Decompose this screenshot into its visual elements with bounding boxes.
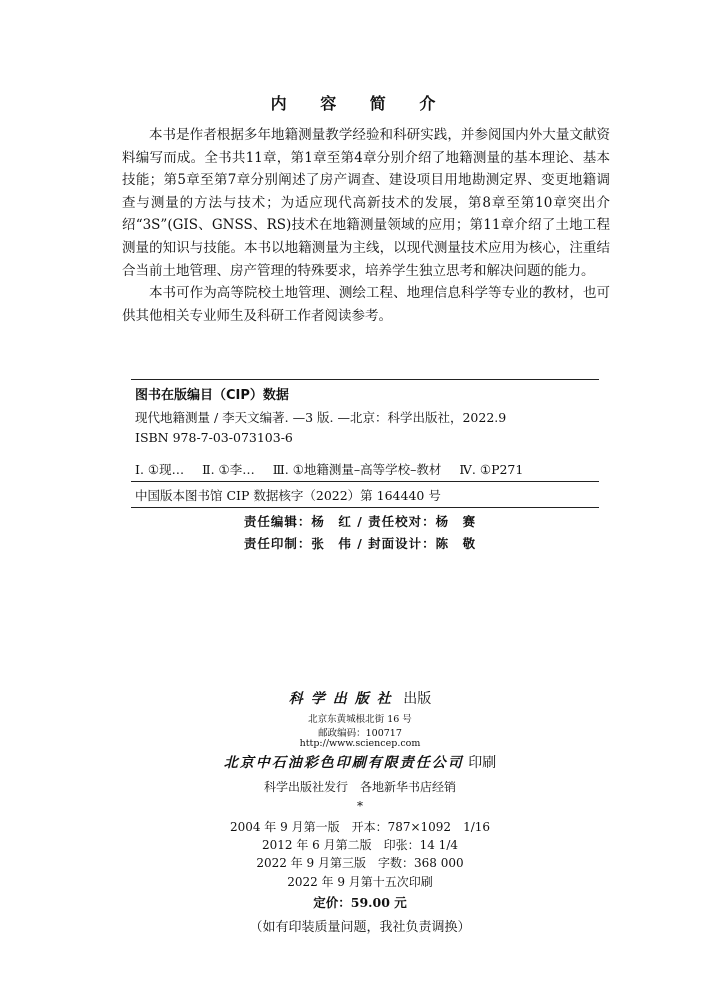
printer-suffix: 印刷: [468, 755, 497, 771]
cip-isbn: ISBN 978-7-03-073103-6: [135, 430, 293, 445]
summary-title: 内 容 简 介: [270, 94, 450, 113]
edition-line: 2022 年 9 月第三版 字数：368 000: [256, 856, 464, 870]
cip-class-item: Ⅳ. ①P271: [459, 462, 524, 477]
cip-book-line: 现代地籍测量 / 李天文编著. —3 版. —北京：科学出版社，2022.9: [135, 410, 507, 425]
publisher-url: http://www.sciencep.com: [299, 738, 421, 749]
separator-asterisk: *: [357, 799, 363, 813]
summary-paragraph: 本书可作为高等院校土地管理、测绘工程、地理信息科学等专业的教材，也可供其他相关专业师生及科研工作者阅读参考。: [122, 285, 610, 324]
price: 定价：59.00 元: [313, 895, 407, 910]
cip-divider: [131, 481, 599, 482]
cip-record: 中国版本图书馆 CIP 数据核字（2022）第 164440 号: [135, 488, 441, 503]
edition-line: 2022 年 9 月第十五次印刷: [287, 875, 433, 889]
cip-class-item: Ⅰ. ①现…: [135, 462, 185, 477]
quality-notice: （如有印装质量问题，我社负责调换）: [249, 920, 471, 935]
summary-body: [122, 124, 610, 327]
publisher-postcode: 邮政编码：100717: [318, 728, 402, 739]
publisher-suffix: 出版: [403, 691, 432, 707]
cip-heading: 图书在版编目（CIP）数据: [135, 388, 289, 403]
printer-line: [0, 752, 720, 772]
cip-class-item: Ⅱ. ①李…: [202, 462, 255, 477]
edition-line: 2012 年 6 月第二版 印张：14 1/4: [261, 838, 458, 852]
publisher-address: 北京东黄城根北街 16 号: [308, 714, 412, 725]
cip-classification: [135, 460, 537, 478]
cip-top-rule: [131, 379, 599, 380]
editors-line-2: 责任印制：张 伟 / 封面设计：陈 敬: [243, 536, 477, 551]
printer-logo: 北京中石油彩色印刷有限责任公司: [223, 755, 464, 771]
summary-paragraph: 本书是作者根据多年地籍测量教学经验和科研实践，并参阅国内外大量文献资料编写而成。全书共11章，第1章至第4章分别介绍了地籍测量的基本理论、基本技能；第5章至第7章分别阐述了房产调查、建设项目用地勘测定界、变更地籍调查与测量的方法与技术；为适应现代高新技术的发展，第8章至第10章突出介绍“3S”(GIS、GNSS、RS)技术在地籍测量领域的应用；第11章介绍了土地工程测量的知识与技能。本书以地籍测量为主线，以现代测量技术应用为核心，注重结合当前土地管理、房产管理的特殊要求，培养学生独立思考和解决问题的能力。: [122, 127, 610, 279]
cip-class-item: Ⅲ. ①地籍测量–高等学校–教材: [272, 462, 442, 477]
publisher-line: [0, 688, 720, 708]
cip-bottom-rule: [131, 507, 599, 508]
editors-line-1: 责任编辑：杨 红 / 责任校对：杨 赛: [243, 514, 477, 529]
distribution-line: 科学出版社发行 各地新华书店经销: [263, 780, 456, 794]
publisher-logo: 科学出版社: [288, 691, 399, 707]
edition-line: 2004 年 9 月第一版 开本：787×1092 1/16: [229, 820, 491, 834]
